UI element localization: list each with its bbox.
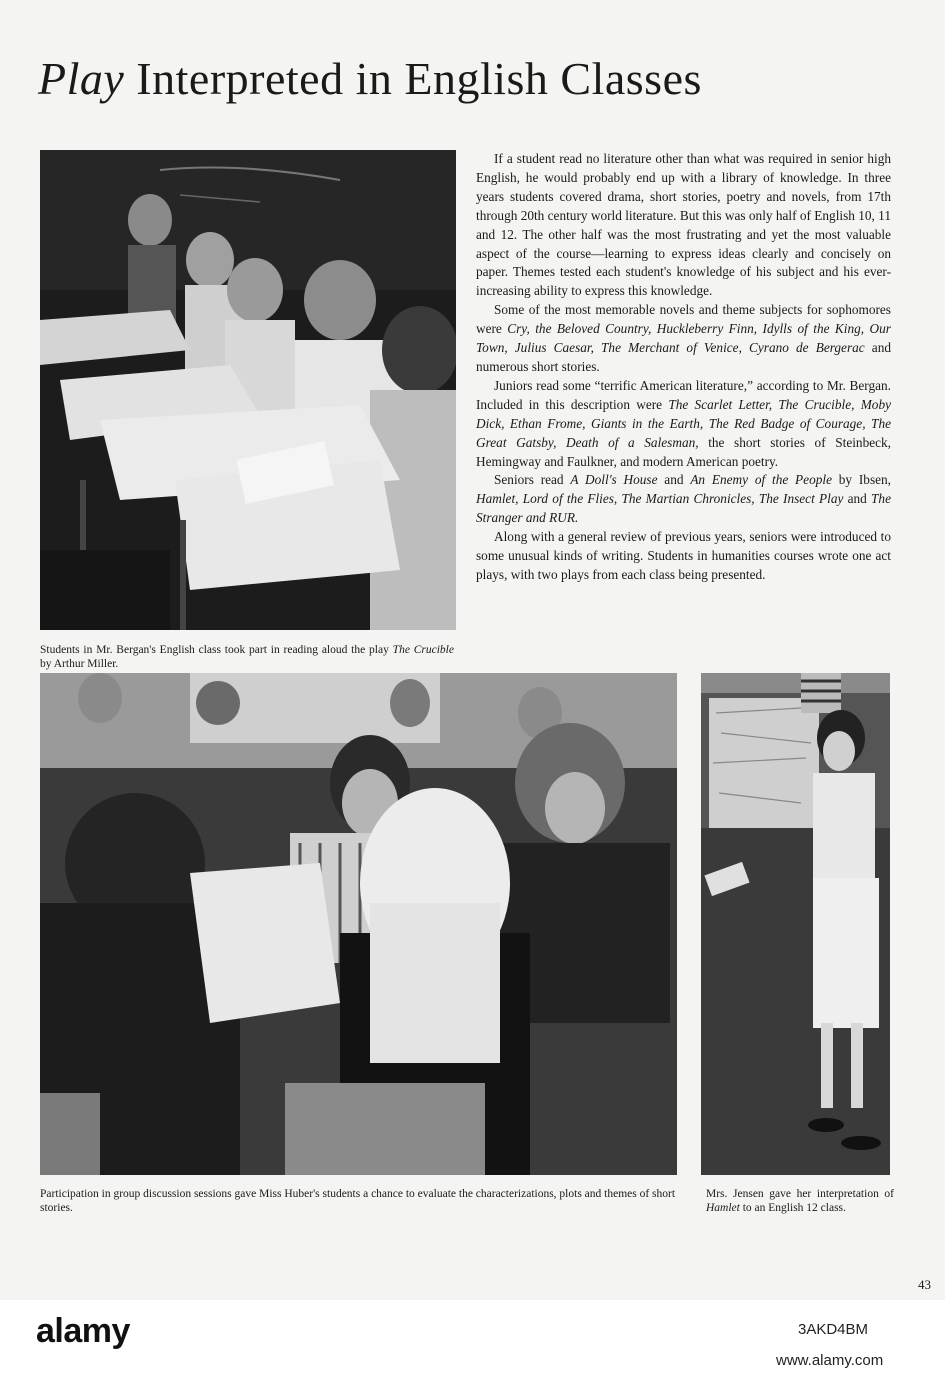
article-paragraph-1: If a student read no literature other than what was required in senior high English, he would probably end up with a library of knowledge. In three years students covered drama, short stories, poetry and novels, from 17th through 20th century world literature. But this was only half of English 10, 11 and 12. The other half was the most frustrating and yet the most valuable aspect of the course—learning to express ideas clearly and concisely on paper. Themes tested each student's knowledge of his subject and his ever-increasing ability to express this knowledge. — [476, 151, 891, 299]
photo2-caption: Participation in group discussion sessions gave Miss Huber's students a chance to evaluate the characterizations, plots and themes of short stories. — [40, 1188, 676, 1214]
p4-text-a: Seniors read — [494, 472, 571, 488]
photo1-caption — [40, 643, 454, 671]
alamy-logo: alamy — [36, 1312, 130, 1350]
caption1-text-b: by Arthur Miller. — [40, 658, 119, 670]
p2-text-a: Some of the most memorable novels and theme subjects for sophomores were — [476, 302, 891, 337]
title-italic-word: Play — [38, 53, 125, 104]
p3-text-a: Juniors read some “terrific American literature,” according to Mr. Bergan. Included in this description were — [476, 377, 891, 412]
title-rest: Interpreted in English Classes — [124, 53, 702, 104]
article-paragraph-2 — [476, 301, 891, 377]
photo3-caption — [706, 1187, 894, 1215]
photo-group-discussion — [40, 673, 677, 1175]
p4-text-d: and — [843, 491, 872, 507]
article-paragraph-4 — [476, 471, 891, 528]
article-paragraph-5: Along with a general review of previous years, seniors were introduced to some unusual kinds of writing. Students in humanities courses wrote one act plays, with two plays from each class being presented. — [476, 529, 891, 582]
site-url: www.alamy.com — [776, 1352, 884, 1369]
page-title — [38, 52, 702, 105]
caption1-italic: The Crucible — [392, 644, 454, 656]
p3-book-titles: The Scarlet Letter, The Crucible, Moby Dick, Ethan Frome, Giants in the Earth, The Red Badge of Courage, The Great Gatsby, Death of a Salesman, — [476, 396, 891, 450]
p2-text-b: and numerous short stories. — [476, 340, 891, 374]
caption3-italic: Hamlet — [706, 1202, 740, 1214]
caption1-text-a: Students in Mr. Bergan's English class took part in reading aloud the play — [40, 644, 393, 656]
p4-title-1: A Doll's House — [570, 472, 658, 488]
p4-title-2: An Enemy of the People — [690, 472, 832, 488]
page-number: 43 — [918, 1277, 931, 1292]
article-paragraph-3 — [476, 377, 891, 472]
photo-students-reading — [40, 150, 456, 630]
p4-title-3: Hamlet, Lord of the Flies, The Martian Chronicles, The Insect Play — [476, 491, 844, 507]
photo-teacher-reading — [701, 673, 890, 1175]
watermark-footer — [0, 1300, 945, 1390]
caption3-text-a: Mrs. Jensen gave her interpretation of — [706, 1188, 894, 1200]
caption3-text-b: to an English 12 class. — [739, 1202, 846, 1214]
p2-book-titles: Cry, the Beloved Country, Huckleberry Finn, Idylls of the King, Our Town, Julius Caesar, The Merchant of Venice, Cyrano de Bergerac — [476, 321, 891, 356]
article-body — [476, 150, 891, 585]
p4-text-b: and — [657, 472, 691, 488]
image-id: 3AKD4BM — [798, 1321, 869, 1338]
p4-title-4: The Stranger and RUR. — [476, 491, 891, 526]
p3-text-b: the short stories of Steinbeck, Hemingway and Faulkner, and modern American poetry. — [476, 434, 891, 469]
p4-text-c: by Ibsen, — [831, 472, 891, 488]
